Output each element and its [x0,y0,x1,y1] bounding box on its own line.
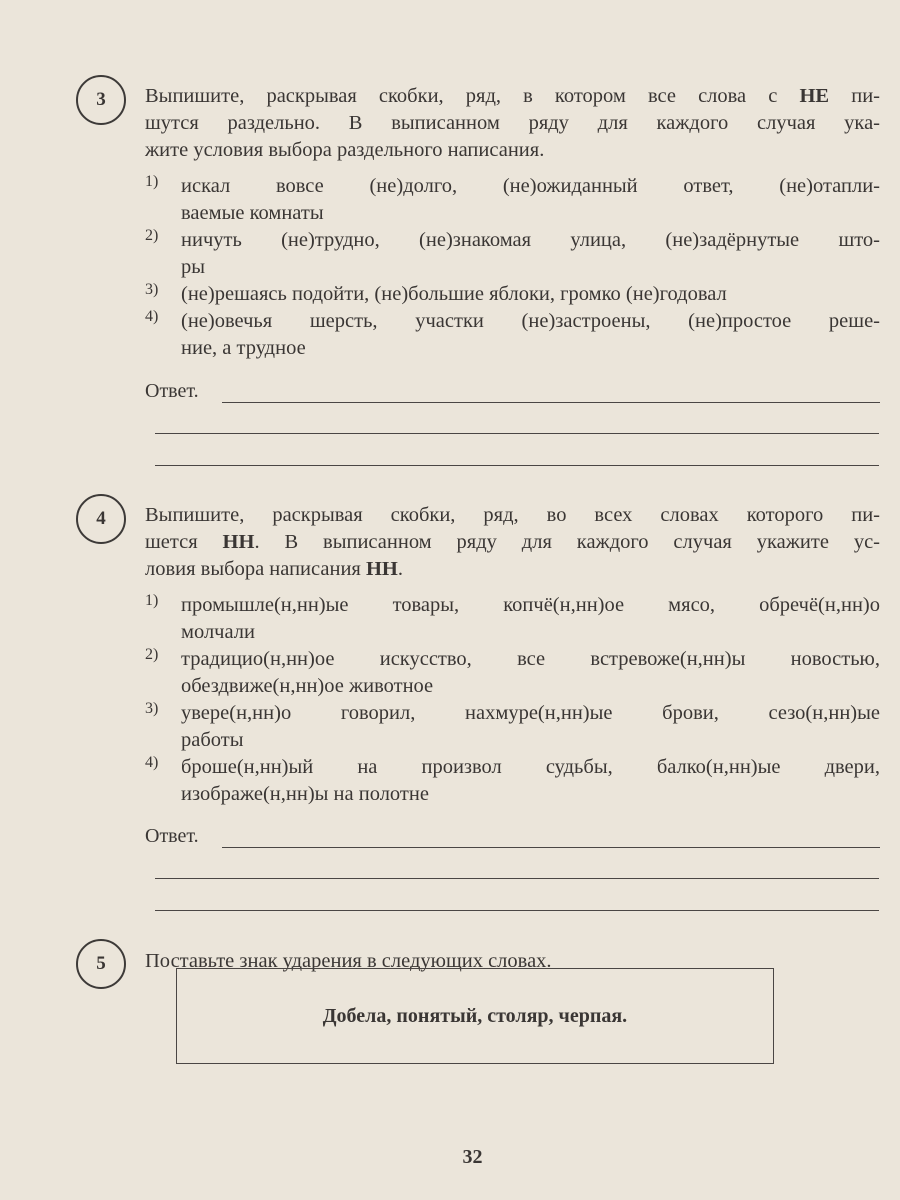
emphasis: НЕ [799,85,830,107]
answer-line[interactable] [222,847,880,848]
prompt-text: шутся раздельно. В выписанном ряду для каждого случая ука- [145,112,880,134]
option-text-line: промышле(н,нн)ые товары, копчё(н,нн)ое мясо, обречё(н,нн)о [181,594,880,616]
task-4-content [145,502,880,808]
prompt-line [145,556,880,583]
option-text-line: (не)овечья шерсть, участки (не)застроены, (не)простое реше- [181,310,880,332]
prompt-text: Выпишите, раскрывая скобки, ряд, в котором все слова с [145,85,800,107]
task-3-content [145,83,880,362]
prompt-text: Выпишите, раскрывая скобки, ряд, во всех словах которого пи- [145,504,880,526]
prompt-text: . В выписанном ряду для каждого случая укажите ус- [254,531,881,553]
answer-label: Ответ. [145,825,199,847]
prompt-text: шется [145,531,223,553]
answer-line-2[interactable] [155,433,879,434]
prompt-text: жите условия выбора раздельного написания. [145,139,545,161]
option-text-line: ваемые комнаты [181,202,324,224]
answer-line-3[interactable] [155,465,879,466]
task-number-badge: 4 [76,494,126,544]
option-number: 4) [145,754,159,771]
prompt-line [145,137,880,164]
prompt-text: пи- [829,85,880,107]
option-text-line: обездвиже(н,нн)ое животное [181,675,434,697]
option-4 [145,308,880,362]
stress-words: Добела, понятый, столяр, черпая. [322,1004,628,1027]
option-text-line: ры [181,256,206,278]
prompt-text: ловия выбора написания [145,558,366,580]
option-4 [145,754,880,808]
option-3 [145,700,880,754]
prompt-line [145,502,880,529]
answer-line[interactable] [222,402,880,403]
option-text-line: ние, а трудное [181,337,306,359]
emphasis: НН [222,531,255,553]
option-number: 4) [145,308,159,325]
stress-words-box [176,968,774,1064]
option-2 [145,646,880,700]
prompt-line [145,110,880,137]
answer-line-2[interactable] [155,878,879,879]
option-text-line: традицио(н,нн)ое искусство, все встревоже(н,нн)ы новостью, [181,648,880,670]
answer-line-3[interactable] [155,910,879,911]
answer-label: Ответ. [145,380,199,402]
option-1 [145,592,880,646]
option-text-line: искал вовсе (не)долго, (не)ожиданный ответ, (не)отапли- [181,175,880,197]
option-text-line: (не)решаясь подойти, (не)большие яблоки, громко (не)годовал [181,283,727,305]
prompt-line [145,83,880,110]
option-text-line: ничуть (не)трудно, (не)знакомая улица, (не)задёрнутые што- [181,229,880,251]
option-number: 1) [145,173,159,190]
option-number: 1) [145,592,159,609]
task-number-badge: 3 [76,75,126,125]
option-text-line: броше(н,нн)ый на произвол судьбы, балко(н,нн)ые двери, [181,756,880,778]
emphasis: НН [365,558,398,580]
option-number: 3) [145,700,159,717]
option-3 [145,281,880,308]
task-5-prompt: Поставьте знак ударения в следующих словах. [145,950,552,972]
option-text-line: увере(н,нн)о говорил, нахмуре(н,нн)ые брови, сезо(н,нн)ые [181,702,880,724]
page-number: 32 [462,1146,483,1168]
option-number: 3) [145,281,159,298]
spacer [145,164,880,173]
option-text-line: молчали [181,621,255,643]
option-1 [145,173,880,227]
option-number: 2) [145,227,159,244]
option-text-line: изображе(н,нн)ы на полотне [181,783,429,805]
option-2 [145,227,880,281]
option-text-line: работы [181,729,244,751]
prompt-text: . [397,558,404,580]
prompt-line [145,529,880,556]
task-number-badge: 5 [76,939,126,989]
option-number: 2) [145,646,159,663]
spacer [145,583,880,592]
